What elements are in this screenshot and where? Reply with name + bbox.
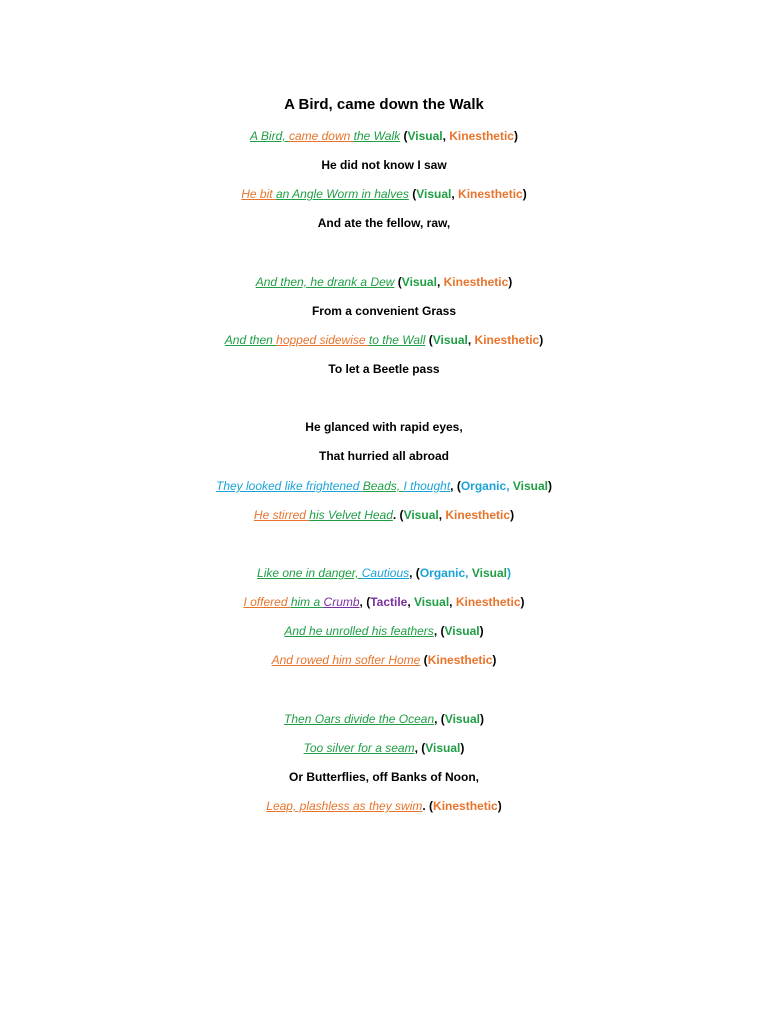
line-segment: He stirred [253,508,310,522]
poem-line-7 [0,332,768,348]
line-segment: , [442,129,450,143]
poem-line-16 [0,652,768,668]
line-segment: Beads, [362,479,404,493]
line-segment: , ( [434,712,445,726]
line-segment: , [438,508,446,522]
line-segment: , ( [359,595,371,609]
line-segment: Visual [444,712,480,726]
line-segment: ) [479,712,484,726]
line-segment: his Velvet Head [309,508,393,522]
line-segment: , ( [433,624,445,638]
line-segment: ) [548,479,552,493]
line-segment: Cautious [361,566,410,580]
line-segment: Kinesthetic [474,333,540,347]
line-segment: ( [408,187,417,201]
line-segment: , [407,595,415,609]
poem-line-10 [0,448,768,464]
line-segment: And he unrolled his feathers [284,624,434,638]
line-segment: Visual [401,275,437,289]
line-segment: Organic, [419,566,472,580]
line-segment: Kinesthetic [458,187,523,201]
line-segment: ( [420,653,428,667]
line-segment: Tactile [370,595,408,609]
line-segment: ) [460,741,465,755]
line-segment: ) [520,595,525,609]
line-segment: Visual [403,508,439,522]
line-segment: ) [497,799,502,813]
line-segment: ) [522,187,527,201]
poem-line-12 [0,507,768,523]
line-segment: , ( [414,741,426,755]
line-segment: Leap, plashless as they swim [266,799,423,813]
line-segment: came down [288,129,354,143]
line-segment: , [467,333,475,347]
line-segment: the Walk [353,129,401,143]
poem-line-4 [0,215,768,231]
line-segment: Kinesthetic [443,275,509,289]
line-segment: And ate the fellow, raw, [317,216,451,230]
poem-line-8 [0,361,768,377]
line-segment: ) [479,624,484,638]
line-segment: , [436,275,444,289]
poem-line-2 [0,157,768,173]
line-segment: . ( [422,799,434,813]
line-segment: He bit [241,187,276,201]
line-segment: ( [394,275,402,289]
line-segment: an Angle Worm in halves [275,187,409,201]
line-segment: Visual [425,741,461,755]
line-segment: , ( [450,479,461,493]
line-segment: Like one in danger, [257,566,362,580]
line-segment: ( [400,129,408,143]
line-segment: Visual [444,624,480,638]
poem-line-20 [0,798,768,814]
line-segment: I offered [243,595,291,609]
line-segment: Visual [407,129,443,143]
line-segment: Visual [512,479,548,493]
line-segment: ) [492,653,497,667]
poem-line-13 [0,565,768,581]
line-segment: hopped sidewise [276,333,369,347]
line-segment: , ( [409,566,420,580]
line-segment: To let a Beetle pass [328,362,440,376]
line-segment: Kinesthetic [445,508,511,522]
line-segment: ) [510,508,515,522]
poem-line-9 [0,419,768,435]
line-segment: From a convenient Grass [311,304,457,318]
line-segment: ) [513,129,518,143]
line-segment: He did not know I saw [321,158,447,172]
line-segment: That hurried all abroad [318,449,450,463]
poem-line-17 [0,711,768,727]
line-segment: , [451,187,459,201]
line-segment: Crumb [323,595,360,609]
line-segment: Visual [471,566,507,580]
line-segment: He glanced with rapid eyes, [305,420,463,434]
line-segment: Then Oars divide the Ocean [284,712,435,726]
line-segment: Organic, [460,479,513,493]
line-segment: Kinesthetic [455,595,521,609]
poem-line-15 [0,623,768,639]
line-segment: ) [506,566,511,580]
poem-line-19 [0,769,768,785]
line-segment: Visual [432,333,468,347]
poem-line-3 [0,186,768,202]
line-segment: Visual [416,187,452,201]
line-segment: him a [290,595,324,609]
line-segment: ( [425,333,433,347]
poem-line-18 [0,740,768,756]
line-segment: A Bird, [250,129,289,143]
line-segment: And then, he drank a Dew [255,275,395,289]
line-segment: to the Wall [368,333,426,347]
poem-line-11 [0,478,768,494]
line-segment: And then [224,333,277,347]
line-segment: Kinesthetic [427,653,493,667]
line-segment: Too silver for a seam [303,741,415,755]
line-segment: . ( [392,508,404,522]
poem-line-1 [0,128,768,144]
line-segment: And rowed him softer Home [271,653,421,667]
line-segment: Kinesthetic [449,129,514,143]
line-segment: I thought [403,479,451,493]
poem-line-14 [0,594,768,610]
line-segment: Visual [414,595,450,609]
poem-title: A Bird, came down the Walk [284,96,484,113]
line-segment: ) [508,275,513,289]
line-segment: ) [539,333,544,347]
line-segment: Or Butterflies, off Banks of Noon, [288,770,479,784]
line-segment: , [449,595,456,609]
line-segment: Kinesthetic [433,799,498,813]
line-segment: They looked like frightened [215,479,363,493]
poem-line-5 [0,274,768,290]
poem-line-6 [0,303,768,319]
